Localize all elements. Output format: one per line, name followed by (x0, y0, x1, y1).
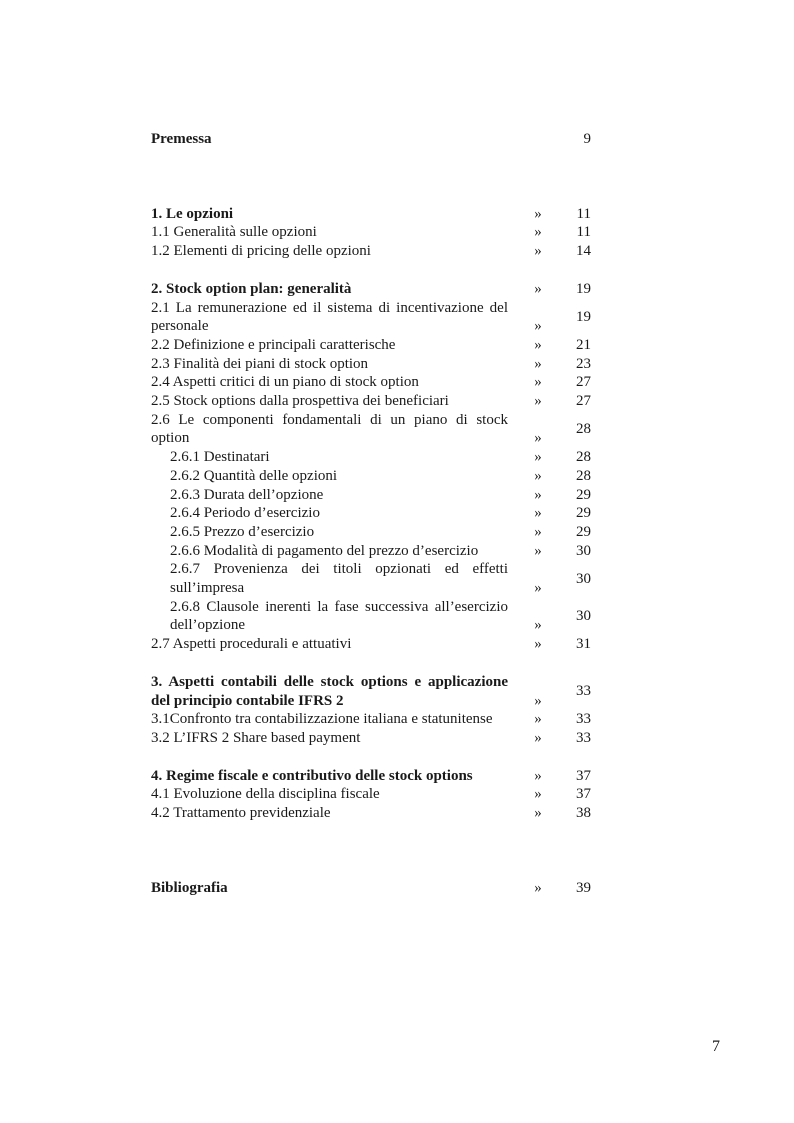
toc-entry-title: 3.1Confronto tra contabilizzazione italiana e statunitense (151, 711, 493, 728)
toc-entry-page: 29 (576, 486, 591, 503)
toc-entry-title: 3.2 L’IFRS 2 Share based payment (151, 729, 361, 746)
toc-entry-title: Bibliografia (151, 879, 228, 896)
toc-entry-title: Premessa (151, 131, 212, 147)
toc-entry-title: 2.6.5 Prezzo d’esercizio (170, 523, 315, 540)
toc-entry-marker: » (534, 729, 542, 746)
toc-entry-page: 29 (576, 523, 591, 540)
toc-entry-premessa (151, 130, 591, 149)
toc-entry (151, 785, 591, 804)
toc-entry-page: 31 (576, 636, 591, 653)
toc-entry-marker: » (534, 786, 542, 803)
toc-entry-title: 2.6.3 Durata dell’opzione (170, 486, 324, 503)
toc-entry-title: 2.3 Finalità dei piani di stock option (151, 355, 369, 372)
toc-entry-page: 38 (576, 805, 591, 822)
toc-entry-marker: » (534, 449, 542, 466)
toc-entry-bibliografia (151, 879, 591, 898)
toc-entry (151, 448, 591, 467)
toc-entry-marker: » (534, 467, 542, 484)
toc-entry (151, 598, 591, 635)
toc-entry-title: 2.6 Le componenti fondamentali di un piano di stock option (151, 411, 508, 447)
toc-entry-marker: » (534, 205, 542, 222)
toc-entry (151, 673, 591, 710)
toc-entry-title: 4. Regime fiscale e contributivo delle stock options (151, 767, 473, 784)
toc-entry-page: 28 (576, 449, 591, 466)
toc-entry-title: 2.7 Aspetti procedurali e attuativi (151, 636, 352, 653)
toc-entry-marker: » (534, 636, 542, 653)
toc-entry-title: 2.6.4 Periodo d’esercizio (170, 505, 320, 522)
toc-entry (151, 242, 591, 261)
toc-entry-page: 39 (576, 879, 591, 896)
toc-entry-title: 2.6.7 Provenienza dei titoli opzionati ed effetti sull’impresa (170, 561, 508, 597)
toc-entry (151, 767, 591, 786)
toc-entry-title: 1.1 Generalità sulle opzioni (151, 224, 317, 241)
toc-entry-title: 2.6.8 Clausole inerenti la fase successiva all’esercizio dell’opzione (170, 598, 508, 634)
toc-entry-page: 37 (576, 767, 591, 784)
toc-entry-marker: » (534, 393, 542, 410)
toc-entry (151, 280, 591, 299)
toc-entry-marker: » (534, 617, 542, 634)
toc-entry-marker: » (534, 767, 542, 784)
toc-entry-page: 14 (576, 243, 591, 260)
toc-entry-marker: » (534, 879, 542, 896)
toc-entry (151, 804, 591, 823)
toc-entry-marker: » (534, 505, 542, 522)
toc-entry-marker: » (534, 280, 542, 297)
toc-entry-page: 28 (576, 421, 591, 438)
toc-entry-marker: » (534, 355, 542, 372)
table-of-contents (151, 130, 591, 898)
toc-entry-marker: » (534, 374, 542, 391)
page-number: 7 (712, 1038, 720, 1055)
toc-entry-marker: » (534, 430, 542, 447)
toc-entry-marker: » (534, 692, 542, 709)
toc-entry (151, 299, 591, 336)
toc-entry-marker: » (534, 580, 542, 597)
toc-entry-title: 2.6.2 Quantità delle opzioni (170, 467, 338, 484)
toc-entry-page: 37 (576, 786, 591, 803)
toc-entry-title: 2.1 La remunerazione ed il sistema di incentivazione del personale (151, 299, 508, 335)
toc-entry-page: 11 (576, 224, 591, 241)
toc-entry-page: 27 (576, 374, 591, 391)
toc-entry-page: 30 (576, 570, 591, 587)
toc-entry-page: 11 (576, 205, 591, 222)
toc-entry (151, 223, 591, 242)
toc-entry (151, 205, 591, 224)
toc-entry (151, 710, 591, 729)
toc-entry-title: 2.6.1 Destinatari (170, 449, 270, 466)
toc-entry-page: 33 (576, 711, 591, 728)
toc-entry-marker: » (534, 336, 542, 353)
toc-entry (151, 560, 591, 597)
toc-entry-page: 30 (576, 608, 591, 625)
toc-entry-page: 28 (576, 467, 591, 484)
toc-entry (151, 486, 591, 505)
toc-entry-title: 3. Aspetti contabili delle stock options e applicazione del principio contabile IFRS 2 (151, 673, 508, 709)
toc-entry-marker: » (534, 542, 542, 559)
toc-sections (151, 205, 591, 823)
toc-entry-title: 2.4 Aspetti critici di un piano di stock option (151, 374, 419, 391)
toc-entry-title: 4.2 Trattamento previdenziale (151, 805, 331, 822)
toc-entry-page: 23 (576, 355, 591, 372)
toc-entry (151, 373, 591, 392)
toc-entry (151, 504, 591, 523)
toc-entry-title: 2.6.6 Modalità di pagamento del prezzo d’esercizio (170, 542, 479, 559)
toc-entry-page: 21 (576, 336, 591, 353)
toc-entry-page: 19 (576, 280, 591, 297)
toc-entry-page: 30 (576, 542, 591, 559)
toc-entry (151, 355, 591, 374)
toc-entry-marker: » (534, 243, 542, 260)
toc-entry-marker: » (534, 711, 542, 728)
toc-entry-title: 4.1 Evoluzione della disciplina fiscale (151, 786, 380, 803)
toc-entry (151, 336, 591, 355)
toc-entry-marker: » (534, 523, 542, 540)
toc-entry-page: 27 (576, 393, 591, 410)
toc-entry-title: 2.2 Definizione e principali caratterische (151, 336, 396, 353)
toc-entry (151, 467, 591, 486)
toc-entry (151, 542, 591, 561)
toc-entry-page: 33 (576, 729, 591, 746)
toc-entry-page: 33 (576, 683, 591, 700)
toc-entry-title: 2. Stock option plan: generalità (151, 280, 352, 297)
toc-entry-page: 29 (576, 505, 591, 522)
toc-entry (151, 411, 591, 448)
toc-entry (151, 635, 591, 654)
toc-entry-title: 1. Le opzioni (151, 205, 234, 222)
toc-entry-page: 19 (576, 308, 591, 325)
toc-entry (151, 729, 591, 748)
toc-entry (151, 392, 591, 411)
toc-entry-title: 1.2 Elementi di pricing delle opzioni (151, 243, 371, 260)
toc-entry (151, 523, 591, 542)
toc-entry-marker: » (534, 318, 542, 335)
toc-entry-marker: » (534, 486, 542, 503)
toc-entry-title: 2.5 Stock options dalla prospettiva dei beneficiari (151, 393, 449, 410)
toc-entry-marker: » (534, 224, 542, 241)
toc-entry-marker: » (534, 805, 542, 822)
toc-entry-page: 9 (583, 131, 591, 147)
